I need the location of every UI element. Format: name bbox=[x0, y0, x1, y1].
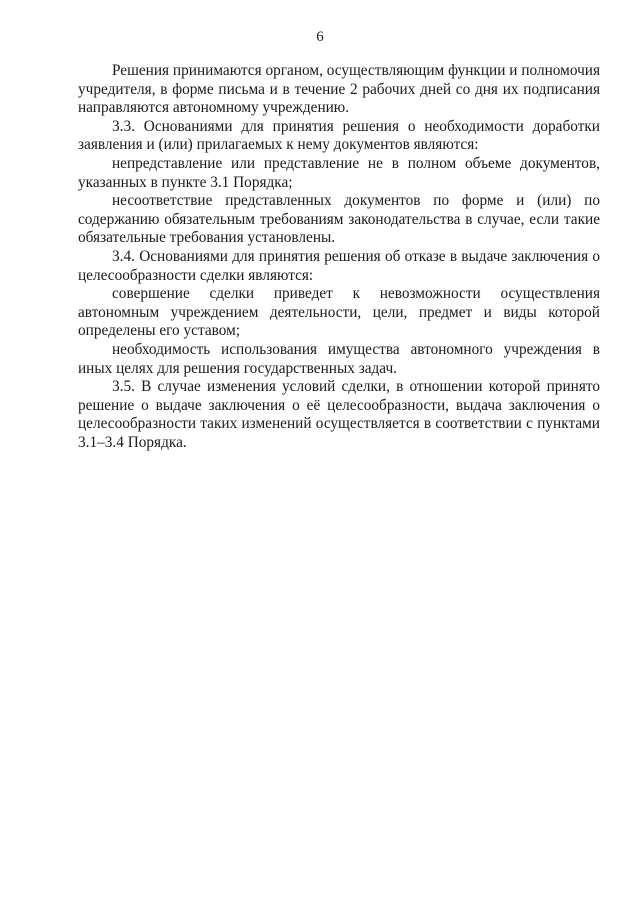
paragraph-non-compliance: несоответствие представленных документов по форме и (или) по содержанию обязательным требованиям законодательства в случае, если такие обязательные требования установлены. bbox=[78, 192, 600, 247]
paragraph-non-submission: непредставление или представление не в полном объеме документов, указанных в пункте 3.1 Порядка; bbox=[78, 154, 600, 191]
paragraph-3-5-conditions-change: 3.5. В случае изменения условий сделки, в отношении которой принято решение о выдаче заключения о её целесообразности, выдача заключения о целесообразности таких изменений осуществляется в соответствии с пунктами 3.1–3.4 Порядка. bbox=[78, 378, 600, 451]
paragraph-3-4-grounds-refusal: 3.4. Основаниями для принятия решения об отказе в выдаче заключения о целесообразности сделки являются: bbox=[78, 247, 600, 284]
paragraph-property-use: необходимость использования имущества автономного учреждения в иных целях для решения государственных задач. bbox=[78, 340, 600, 377]
paragraph-transaction-impossibility: совершение сделки приведет к невозможности осуществления автономным учреждением деятельности, цели, предмет и виды которой определены его уставом; bbox=[78, 285, 600, 340]
paragraph-decision-delivery: Решения принимаются органом, осуществляющим функции и полномочия учредителя, в форме письма и в течение 2 рабочих дней со дня их подписания направляются автономному учреждению. bbox=[78, 62, 600, 117]
paragraph-3-3-grounds-revision: 3.3. Основаниями для принятия решения о необходимости доработки заявления и (или) прилагаемых к нему документов являются: bbox=[78, 117, 600, 154]
document-body bbox=[78, 62, 600, 452]
page-number: 6 bbox=[316, 29, 324, 45]
